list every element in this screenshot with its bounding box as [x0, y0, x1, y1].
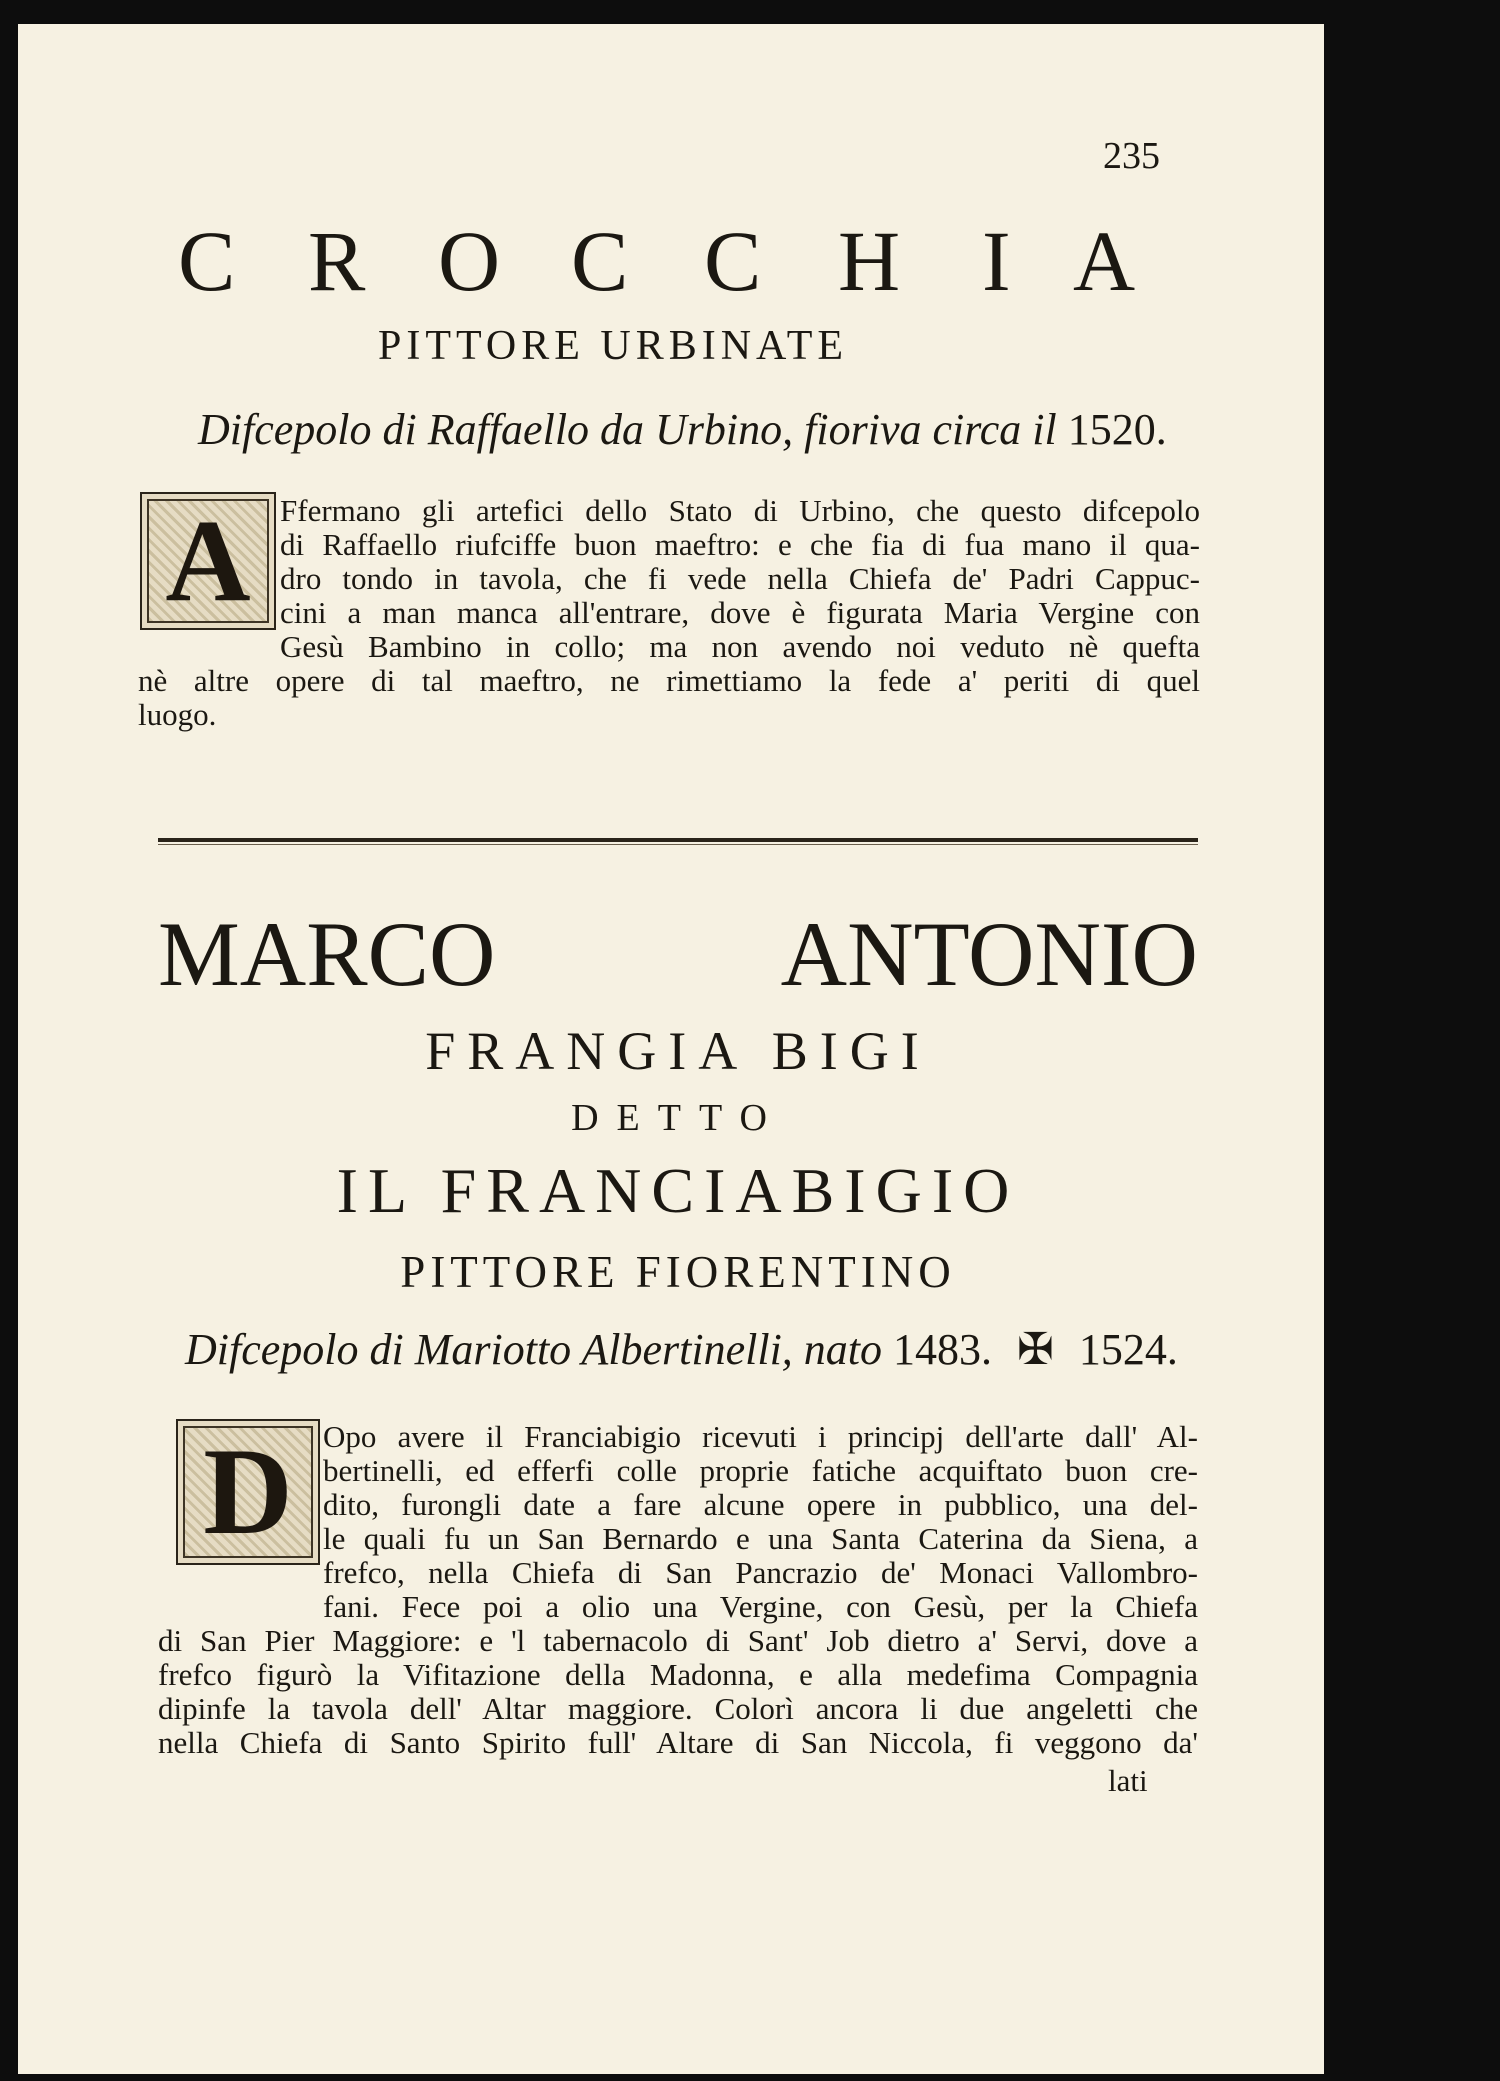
- page-number: 235: [1103, 135, 1160, 177]
- title-letter: O: [438, 213, 501, 309]
- text-line: frefco, nella Chiefa di San Pancrazio de' Monaci Vallombro-: [323, 1555, 1198, 1590]
- dropcap-d-letter: D: [203, 1423, 293, 1560]
- section-divider: [158, 838, 1198, 842]
- text-line: nella Chiefa di Santo Spirito full' Altare di San Niccola, fi veggono da': [158, 1725, 1198, 1760]
- franciabigio-note-text: Difcepolo di Mariotto Albertinelli, nato: [185, 1325, 883, 1374]
- crocchia-note: [198, 404, 1167, 455]
- franciabigio-subtitle: PITTORE FIORENTINO: [400, 1247, 956, 1297]
- franciabigio-note: [185, 1324, 1178, 1375]
- death-cross-icon: ✠: [1017, 1325, 1054, 1374]
- text-line: cini a man manca all'entrare, dove è figurata Maria Vergine con: [280, 595, 1200, 630]
- title-letter: C: [178, 213, 236, 309]
- book-page: [18, 24, 1324, 2074]
- text-line: bertinelli, ed efferfi colle proprie fatiche acquiftato buon cre-: [323, 1453, 1198, 1488]
- title-word: MARCO: [158, 903, 496, 1005]
- crocchia-title: [18, 213, 1318, 309]
- dropcap-a-letter: A: [165, 495, 251, 626]
- death-year: 1524.: [1078, 1325, 1178, 1374]
- franciabigio-heading: IL FRANCIABIGIO: [336, 1155, 1020, 1226]
- title-letter: C: [704, 213, 762, 309]
- text-line: dito, furongli date a fare alcune opere in pubblico, una del-: [323, 1487, 1198, 1522]
- frangia-bigi-heading: FRANGIA BIGI: [425, 1021, 931, 1081]
- text-line: nè altre opere di tal maeftro, ne rimettiamo la fede a' periti di quel: [138, 663, 1200, 698]
- crocchia-note-text: Difcepolo di Raffaello da Urbino, fioriva circa il: [198, 405, 1057, 454]
- text-line: Opo avere il Franciabigio ricevuti i principj dell'arte dall' Al-: [323, 1419, 1198, 1454]
- crocchia-note-year: 1520.: [1067, 405, 1167, 454]
- text-line: di San Pier Maggiore: e 'l tabernacolo di Sant' Job dietro a' Servi, dove a: [158, 1623, 1198, 1658]
- detto-heading: DETTO: [571, 1097, 785, 1139]
- section-divider-thin: [158, 844, 1198, 845]
- birth-year: 1483.: [893, 1325, 993, 1374]
- text-line: dipinfe la tavola dell' Altar maggiore. Colorì ancora li due angeletti che: [158, 1691, 1198, 1726]
- text-line: di Raffaello riufciffe buon maeftro: e che fia di fua mano il qua-: [280, 527, 1200, 562]
- crocchia-subtitle: PITTORE URBINATE: [377, 323, 849, 369]
- dropcap-a-ornament: [140, 492, 276, 630]
- text-line: dro tondo in tavola, che fi vede nella Chiefa de' Padri Cappuc-: [280, 561, 1200, 596]
- title-letter: R: [308, 213, 366, 309]
- title-word: ANTONIO: [780, 903, 1198, 1005]
- catchword: lati: [1108, 1763, 1148, 1798]
- text-line: le quali fu un San Bernardo e una Santa Caterina da Siena, a: [323, 1521, 1198, 1556]
- text-line: Ffermano gli artefici dello Stato di Urbino, che questo difcepolo: [280, 493, 1200, 528]
- title-letter: C: [571, 213, 629, 309]
- dropcap-d-ornament: [176, 1419, 320, 1565]
- text-line: Gesù Bambino in collo; ma non avendo noi veduto nè quefta: [280, 629, 1200, 664]
- text-line: luogo.: [138, 697, 217, 732]
- text-line: fani. Fece poi a olio una Vergine, con Gesù, per la Chiefa: [323, 1589, 1198, 1624]
- title-letter: I: [982, 213, 1011, 309]
- title-letter: A: [1073, 213, 1136, 309]
- text-line: frefco figurò la Vifitazione della Madonna, e alla medefima Compagnia: [158, 1657, 1198, 1692]
- title-letter: H: [838, 213, 901, 309]
